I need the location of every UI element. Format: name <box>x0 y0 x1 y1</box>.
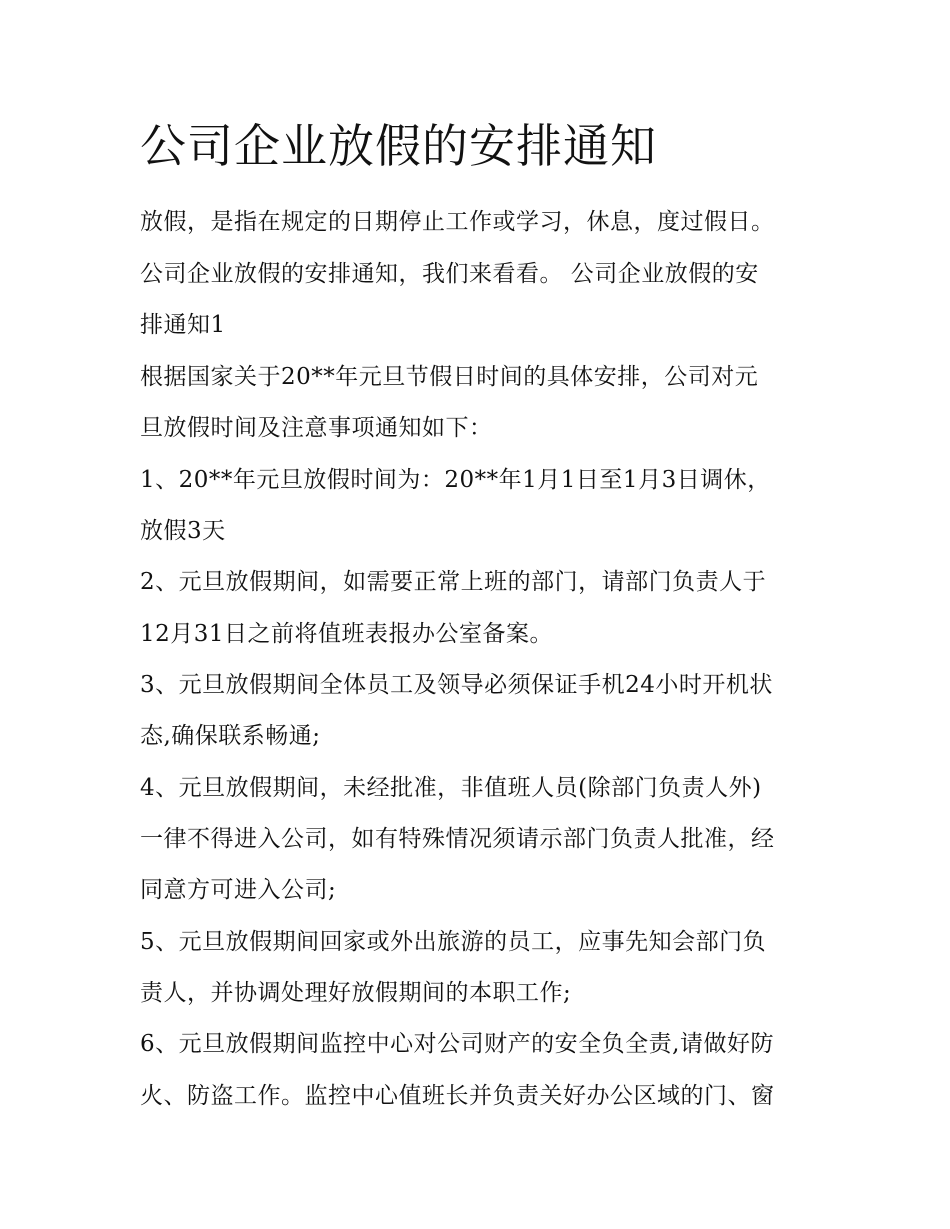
body-line: 2、元旦放假期间，如需要正常上班的部门，请部门负责人于 <box>140 569 767 595</box>
body-line: 公司企业放假的安排通知，我们来看看。 公司企业放假的安 <box>140 261 759 287</box>
body-line: 3、元旦放假期间全体员工及领导必须保证手机24小时开机状 <box>140 672 773 698</box>
body-line: 责人，并协调处理好放假期间的本职工作; <box>140 980 572 1006</box>
body-line: 12月31日之前将值班表报办公室备案。 <box>140 621 554 647</box>
body-line: 排通知1 <box>140 312 226 338</box>
body-line: 4、元旦放假期间，未经批准，非值班人员(除部门负责人外) <box>140 775 762 801</box>
page-title: 公司企业放假的安排通知 <box>140 119 657 173</box>
body-line: 火、防盗工作。监控中心值班长并负责关好办公区域的门、窗 <box>140 1083 775 1109</box>
body-line: 1、20**年元旦放假时间为：20**年1月1日至1月3日调休， <box>140 467 771 493</box>
body-line: 放假，是指在规定的日期停止工作或学习，休息，度过假日。 <box>140 209 775 235</box>
body-line: 5、元旦放假期间回家或外出旅游的员工，应事先知会部门负 <box>140 929 767 955</box>
body-line: 态,确保联系畅通; <box>140 723 321 749</box>
body-line: 一律不得进入公司，如有特殊情况须请示部门负责人批准，经 <box>140 826 775 852</box>
body-line: 放假3天 <box>140 518 226 544</box>
body-line: 6、元旦放假期间监控中心对公司财产的安全负全责,请做好防 <box>140 1031 774 1057</box>
body-line: 根据国家关于20**年元旦节假日时间的具体安排，公司对元 <box>140 364 759 390</box>
body-line: 旦放假时间及注意事项通知如下： <box>140 415 493 441</box>
body-line: 同意方可进入公司; <box>140 877 337 903</box>
